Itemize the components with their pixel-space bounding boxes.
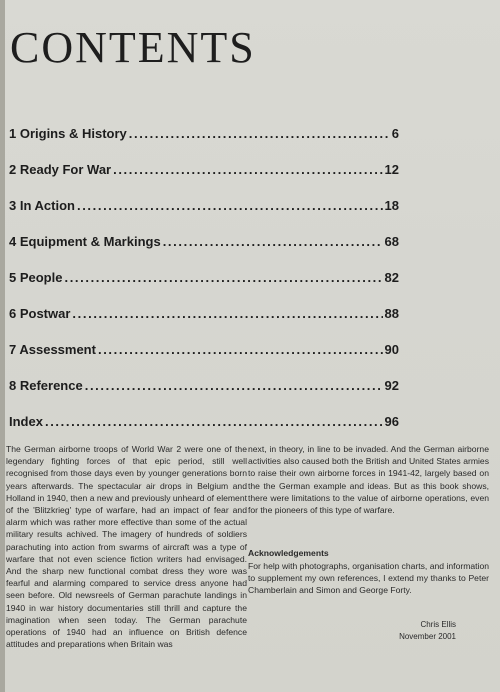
toc-entry-page: 12 — [384, 162, 399, 177]
toc-entry[interactable] — [9, 162, 399, 186]
toc-entry[interactable] — [9, 234, 399, 258]
toc-entry-label: 2 Ready For War — [9, 162, 112, 177]
page-spine-edge — [0, 0, 5, 692]
toc-entry[interactable] — [9, 270, 399, 294]
toc-entry-page: 92 — [384, 378, 399, 393]
toc-leader-dots — [129, 126, 390, 141]
toc-entry-page: 82 — [384, 270, 399, 285]
toc-entry[interactable] — [9, 342, 399, 366]
toc-entry[interactable] — [9, 198, 399, 222]
author-name: Chris Ellis — [420, 620, 456, 629]
toc-entry-page: 90 — [384, 342, 399, 357]
toc-entry-label: 4 Equipment & Markings — [9, 234, 161, 249]
toc-entry-label: Index — [9, 414, 43, 429]
page-title: CONTENTS — [10, 23, 256, 72]
toc-entry-label: 1 Origins & History — [9, 126, 127, 141]
toc-entry-page: 96 — [384, 414, 399, 429]
toc-entry[interactable] — [9, 306, 399, 330]
toc-leader-dots — [85, 378, 383, 393]
toc-entry[interactable] — [9, 378, 399, 402]
acknowledgements-heading: Acknowledgements — [248, 548, 329, 558]
toc-entry-page: 6 — [391, 126, 399, 141]
toc-leader-dots — [45, 414, 383, 429]
toc-entry[interactable] — [9, 126, 399, 150]
toc-leader-dots — [72, 306, 382, 321]
acknowledgements-text: For help with photographs, organisation charts, and information to supplement my own references, I extend my thanks to Peter Chamberlain and Simon and George Forty. — [248, 561, 489, 596]
toc-entry-label: 5 People — [9, 270, 63, 285]
toc-entry-label: 8 Reference — [9, 378, 83, 393]
toc-leader-dots — [98, 342, 383, 357]
toc-entry-label: 3 In Action — [9, 198, 75, 213]
toc-entry-label: 6 Postwar — [9, 306, 71, 321]
intro-paragraph-left: The German airborne troops of World War 2 were one of the legendary fighting forces of that epic period, still well recognised from those days even by younger generations born years afterwards. The spectacular air drops in Belgium and Holland in 1940, then a new and previously unheard of element of the 'Blitzkrieg' type of warfare, had an impact of fear and alarm which was rather more effective than some of the actual military results achived. The imagery of hundreds of soldiers parachuting into action from swarms of aircraft was a type of warfare that not even science fiction writers had envisaged. And the sharp new functional combat dress they wore was fearful and alarming compared to service dress anyone had seen before. Old newsreels of German parachute landings in 1940 in war history documentaries still thrill and capture the imagination when seen today. The German parachute operations of 1940 had an influence on British defence attitudes and preparations when Britain was — [6, 444, 247, 650]
toc-entry-page: 88 — [384, 306, 399, 321]
toc-entry-label: 7 Assessment — [9, 342, 96, 357]
toc-entry-page: 68 — [384, 234, 399, 249]
toc-leader-dots — [113, 162, 382, 177]
toc-entry[interactable] — [9, 414, 399, 438]
toc-entry-page: 18 — [384, 198, 399, 213]
toc-leader-dots — [163, 234, 383, 249]
intro-paragraph-right: next, in theory, in line to be invaded. And the German airborne activities also caused both the British and United States armies to raise their own airborne forces in 1941-42, largely based on the the German example and ideas. But as this book shows, there were limitations to the value of airborne operations, even for the pioneers of this type of warfare. — [248, 444, 489, 516]
toc-leader-dots — [77, 198, 383, 213]
toc-leader-dots — [64, 270, 382, 285]
author-date: November 2001 — [399, 632, 456, 641]
